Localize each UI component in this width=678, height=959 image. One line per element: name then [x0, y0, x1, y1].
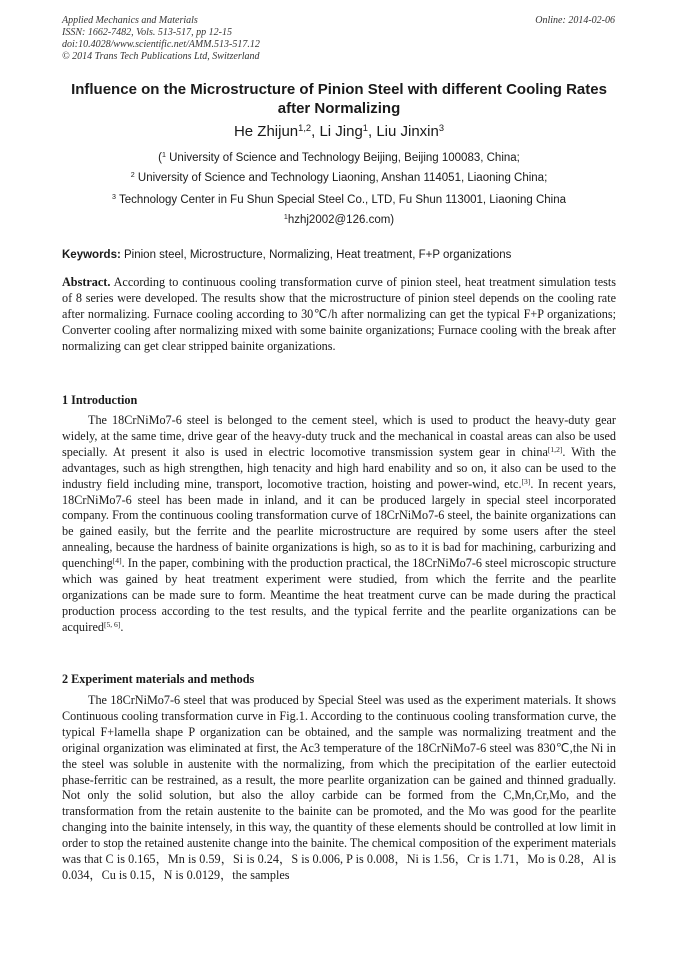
contact-email: $^1$hzhj2002@126.com) — [283, 213, 395, 226]
author-separator: , — [367, 123, 377, 140]
keywords-label: Keywords: — [62, 249, 121, 261]
citation: [5, 6] — [103, 619, 121, 629]
author-separator: , — [311, 123, 320, 140]
affiliation-1: ($^1$ University of Science and Technology Beijing, Beijing 100083, China; — [158, 151, 520, 164]
affiliation-3: $^3$ Technology Center in Fu Shun Special Steel Co., LTD, Fu Shun 113001, Liaoning China — [111, 193, 567, 206]
section-heading-introduction: 1 Introduction — [62, 393, 138, 407]
methods-paragraph: The 18CrNiMo7-6 steel that was produced by Special Steel was used as the experiment materials. It shows Continuous cooling transformation curve in Fig.1. According to the continuous cooling transformation curve, the typical F+lamella shape P organization can be obtained, and the sample was normalizing treatment and the original organization was eliminated at first, the Ac3 temperature of the 18CrNiMo7-6 steel was 830℃,the Ni in the steel was soluble in austenite with the normalizing, from which the precipitation of the earlier eutectoid phase-ferritic can be restrained, as a result, the more pearlite organization can be gained and thinned gradually. Not only the solid solution, but also the alloy carbide can be formed from the C,Mn,Cr,Mo, and the transformation from the retain austenite to the bainite can be promoted, and the Mo was good for the pearlite changing into the bainite intensely, in this way, the quantity of these elements should be controlled at low limit in order to stop the retained austenite change into the bainite. The chemical composition of the experiment materials was that C is 0.165，Mn is 0.59，Si is 0.24，S is 0.006, P is 0.008，Ni is 1.56，Cr is 1.71，Mo is 0.28，Al is 0.034，Cu is 0.15，N is 0.0129，the samples — [62, 693, 616, 882]
author-affiliation-mark: 1 — [362, 122, 368, 133]
author-name: Liu Jinxin — [376, 123, 439, 140]
journal-copyright: © 2014 Trans Tech Publications Ltd, Switzerland — [62, 51, 260, 62]
author-name: Li Jing — [319, 123, 363, 140]
abstract-label: Abstract. — [62, 275, 111, 289]
keywords — [62, 248, 616, 263]
journal-doi: doi:10.4028/www.scientific.net/AMM.513-517.12 — [62, 39, 260, 50]
citation: [4] — [112, 556, 122, 565]
keywords-text: Pinion steel, Microstructure, Normalizing, Heat treatment, F+P organizations — [120, 249, 512, 261]
section-heading-methods: 2 Experiment materials and methods — [62, 672, 255, 686]
abstract-text: According to continuous cooling transformation curve of pinion steel, heat treatment simulation tests of 8 series were developed. The results show that the microstructure of pinion steel depends on the cooling rate after normalizing. Furnace cooling according to 30℃/h after normalizing can get the typical F+P organizations; Converter cooling after normalizing mixed with some bainite organizations; Furnace cooling with the break after normalizing can get clear stripped bainite organizations. — [62, 275, 616, 353]
paper-title: Influence on the Microstructure of Pinion Steel with different Cooling Rates after Normalizing — [71, 81, 607, 117]
citation: [1,2] — [547, 444, 563, 454]
journal-name: Applied Mechanics and Materials — [62, 15, 198, 26]
author-affiliation-mark: 3 — [438, 122, 445, 133]
author-name: He Zhijun — [233, 123, 299, 140]
affiliation-2: $^2$ University of Science and Technology Liaoning, Anshan 114051, Liaoning China; — [130, 171, 548, 184]
citation: [3] — [521, 476, 531, 486]
introduction-paragraph: The 18CrNiMo7-6 steel is belonged to the cement steel, which is used to product the heavy-duty gear widely, at the same time, drive gear of the heavy-duty truck and the mechanical in coastal areas can also be used specially. At present it also is used in electric locomotive transmission system gear in china[1,2]. With the advantages, such as high strengthen, high tenacity and high hard enability and so on, it also can be used to the industry field including mine, transport, locomotive traction, hoisting and power-wind, etc.[3]. In recent years, 18CrNiMo7-6 steel has been made in inland, and it can be produced largely in special steel incorporated company. From the continuous cooling transformation curve of 18CrNiMo7-6 steel, the bainite organizations can be gained easily, but the ferrite and the pearlite microstructure are required by some users after the steel annealing, because the hardness of bainite organizations is high, so as to it is bad for machining, carburizing and quenching[4]. In the paper, combining with the production practical, the 18CrNiMo7-6 steel microscopic structure which was gained by heat treatment experiment were studied, from which the ferrite and the pearlite organizations can be made sure to form. Meantime the heat treatment curve can be made during the practical production process according to the test results, and the typical ferrite and the pearlite organizations can be acquired[5, 6]. — [62, 413, 616, 634]
journal-meta — [62, 15, 260, 63]
author-affiliation-mark: 1,2 — [298, 122, 312, 133]
journal-issn: ISSN: 1662-7482, Vols. 513-517, pp 12-15 — [62, 27, 232, 38]
author-list — [62, 123, 616, 141]
online-date: Online: 2014-02-06 — [535, 15, 615, 26]
abstract — [62, 275, 616, 355]
